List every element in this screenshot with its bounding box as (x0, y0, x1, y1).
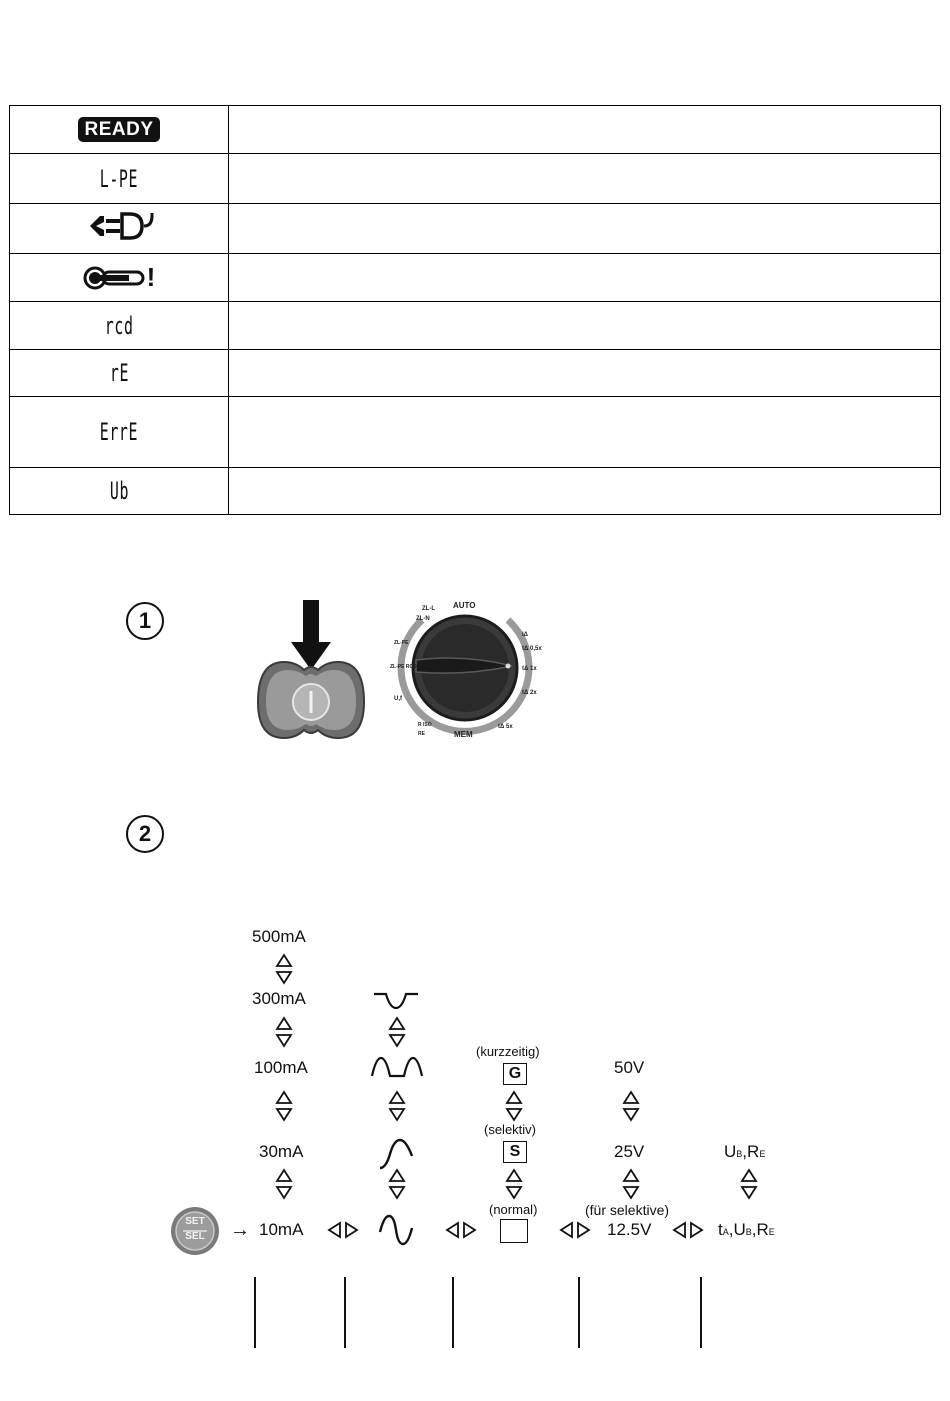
current-500ma: 500mA (252, 927, 306, 946)
dial-label-left-6: R ISO (418, 722, 432, 728)
g-type-box: G (503, 1063, 527, 1085)
table-row (10, 302, 941, 350)
lpe-segment-symbol: L-PE (99, 164, 139, 193)
dial-label-mem: MEM (454, 730, 473, 739)
ready-badge: READY (78, 117, 159, 142)
result-ta-ub-re: tA,UB,RE (718, 1220, 775, 1239)
pulsating-dc-negative-icon (372, 990, 420, 1012)
up-down-arrows-icon (740, 1168, 758, 1200)
description-cell (229, 106, 941, 154)
step-2-number: 2 (126, 815, 164, 853)
table-row (10, 106, 941, 154)
left-right-arrows-icon (559, 1221, 591, 1239)
column-divider-line (700, 1277, 702, 1348)
dial-label-left-1: ZL-L (422, 606, 435, 612)
dial-label-left-4: ZL-PE RCD (390, 664, 417, 670)
up-down-arrows-icon (622, 1090, 640, 1122)
normal-type-box (500, 1219, 528, 1243)
up-down-arrows-icon (505, 1090, 523, 1122)
column-divider-line (254, 1277, 256, 1348)
sel-label: SEL (185, 1231, 205, 1242)
up-down-arrows-icon (275, 1090, 293, 1122)
up-down-arrows-icon (275, 1168, 293, 1200)
up-down-arrows-icon (388, 1016, 406, 1048)
up-down-arrows-icon (388, 1168, 406, 1200)
description-cell (229, 154, 941, 204)
normal-caption: (normal) (489, 1202, 538, 1217)
dial-label-right-1: IΔ (522, 632, 528, 638)
up-down-arrows-icon (622, 1168, 640, 1200)
s-caption: (selektiv) (484, 1122, 537, 1137)
ac-sine-wave-icon (378, 1212, 414, 1248)
erre-segment-symbol: ErrE (99, 418, 139, 446)
set-label: SET (185, 1216, 205, 1227)
up-down-arrows-icon (388, 1090, 406, 1122)
table-row (10, 254, 941, 302)
table-row (10, 204, 941, 254)
table-row (10, 397, 941, 468)
dial-label-auto: AUTO (453, 601, 476, 610)
s-type-box: S (503, 1141, 527, 1163)
table-row (10, 350, 941, 397)
dial-label-right-4: tΔ 2x (522, 690, 537, 696)
column-divider-line (578, 1277, 580, 1348)
column-divider-line (452, 1277, 454, 1348)
rotary-dial-illustration (380, 596, 550, 744)
voltage-12-5v: 12.5V (607, 1220, 652, 1239)
step-1-number: 1 (126, 602, 164, 640)
dial-label-left-2: ZL-N (416, 616, 430, 622)
power-button-illustration (256, 598, 366, 744)
right-arrow-icon: → (230, 1219, 250, 1241)
current-10ma: 10mA (259, 1220, 304, 1239)
re-segment-symbol: rE (109, 359, 129, 387)
half-wave-icon (378, 1136, 414, 1170)
voltage-caption: (für selektive) (585, 1202, 670, 1218)
up-down-arrows-icon (505, 1168, 523, 1200)
left-right-arrows-icon (327, 1221, 359, 1239)
up-down-arrows-icon (275, 953, 293, 985)
description-cell (229, 204, 941, 254)
rcd-segment-symbol: rcd (104, 311, 134, 340)
up-down-arrows-icon (275, 1016, 293, 1048)
plug-icon (82, 210, 156, 242)
description-cell (229, 468, 941, 515)
left-right-arrows-icon (445, 1221, 477, 1239)
dial-label-left-7: RE (418, 731, 425, 737)
set-sel-button[interactable] (168, 1206, 222, 1256)
voltage-50v: 50V (614, 1058, 645, 1077)
pulsating-dc-positive-icon (370, 1056, 424, 1078)
dial-label-right-2: tΔ 0,5x (522, 646, 542, 652)
description-cell (229, 254, 941, 302)
symbol-table (9, 105, 941, 515)
result-ub-re: UB,RE (724, 1142, 766, 1161)
current-300ma: 300mA (252, 989, 306, 1008)
dial-label-left-3: ZL-PE (394, 640, 409, 646)
current-100ma: 100mA (254, 1058, 308, 1077)
table-row (10, 468, 941, 515)
voltage-25v: 25V (614, 1142, 645, 1161)
ub-segment-symbol: Ub (109, 477, 129, 505)
current-30ma: 30mA (259, 1142, 304, 1161)
dial-label-right-5: tΔ 5x (498, 724, 513, 730)
description-cell (229, 350, 941, 397)
column-divider-line (344, 1277, 346, 1348)
dial-label-left-5: U,f (394, 696, 402, 702)
left-right-arrows-icon (672, 1221, 704, 1239)
description-cell (229, 302, 941, 350)
dial-label-right-3: tΔ 1x (522, 666, 537, 672)
description-cell (229, 397, 941, 468)
table-row (10, 154, 941, 204)
thermometer-icon (83, 264, 147, 292)
warning-exclamation: ! (146, 262, 156, 292)
g-caption: (kurzzeitig) (476, 1044, 540, 1059)
